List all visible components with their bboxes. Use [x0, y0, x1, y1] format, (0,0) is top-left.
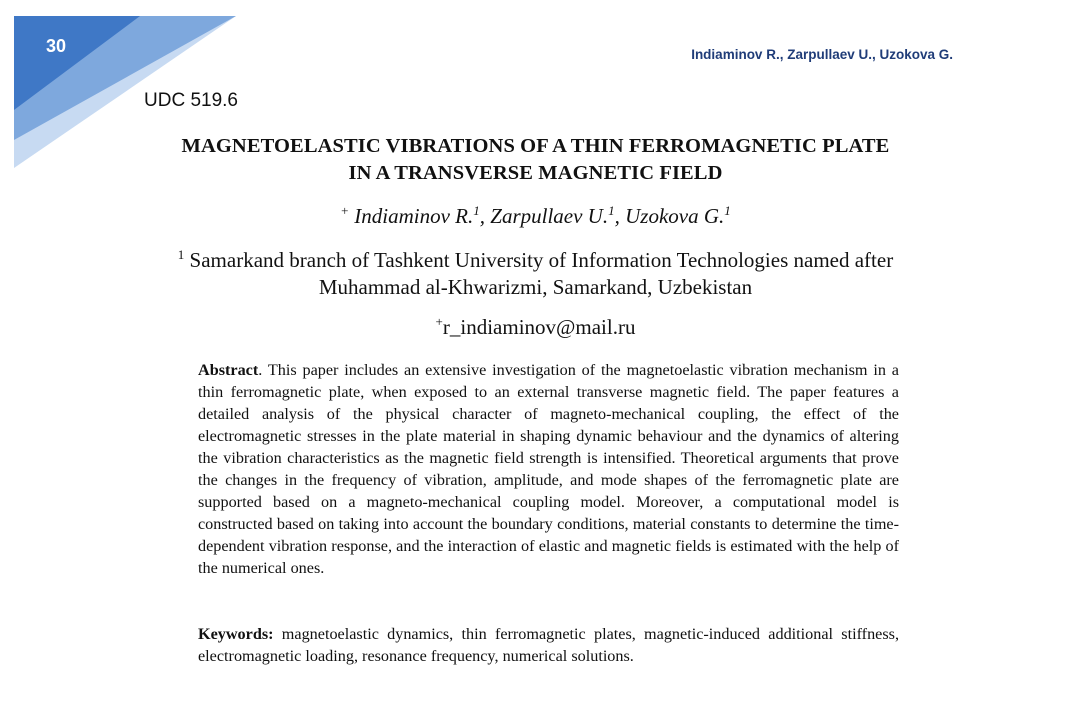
- udc-code: UDC 519.6: [144, 90, 238, 111]
- keywords-label: Keywords:: [198, 625, 274, 643]
- title-line-2: IN A TRANSVERSE MAGNETIC FIELD: [348, 162, 723, 184]
- abstract-label: Abstract: [198, 361, 259, 379]
- email-address: r_indiaminov@mail.ru: [442, 315, 636, 339]
- affiliation: [0, 247, 1071, 301]
- affiliation-text-1: Samarkand branch of Tashkent University of Information Technologies named after: [189, 248, 894, 272]
- author-affiliation-sup: 1: [724, 203, 731, 218]
- title-line-1: MAGNETOELASTIC VIBRATIONS OF A THIN FERROMAGNETIC PLATE: [181, 135, 890, 157]
- affiliation-line-1: [0, 247, 1071, 274]
- author-affiliation-sup: 1: [608, 203, 615, 218]
- abstract-text: . This paper includes an extensive investigation of the magnetoelastic vibration mechanism in a thin ferromagnetic plate, when exposed to an external transverse magnetic field. The paper features a detailed analysis of the physical character of magneto-mechanical coupling, the effect of the electromagnetic stresses in the plate material in shaping dynamic behaviour and the dynamics of altering the vibration characteristics as the magnetic field strength is intensified. Theoretical arguments that prove the changes in the frequency of vibration, amplitude, and mode shapes of the ferromagnetic plate are supported based on a magneto-mechanical coupling model. Moreover, a computational model is constructed based on taking into account the boundary conditions, material constants to determine the time-dependent vibration response, and the interaction of elastic and magnetic fields is estimated with the help of the numerical ones.: [198, 361, 899, 577]
- running-header-authors: Indiaminov R., Zarpullaev U., Uzokova G.: [691, 47, 953, 62]
- paper-title: [0, 133, 1071, 187]
- abstract: [198, 359, 899, 579]
- author-separator: ,: [614, 204, 626, 228]
- email-marker: +: [435, 314, 443, 329]
- author-affiliation-sup: 1: [473, 203, 480, 218]
- author-separator: ,: [479, 204, 491, 228]
- page-number: 30: [46, 36, 67, 56]
- affiliation-line-2: Muhammad al-Khwarizmi, Samarkand, Uzbekistan: [318, 275, 753, 299]
- contact-email: [0, 315, 1071, 340]
- author-list: [0, 204, 1071, 229]
- affiliation-sup: 1: [177, 247, 185, 262]
- author-name: Uzokova G.: [625, 204, 725, 228]
- corresponding-marker: +: [340, 203, 350, 218]
- author-name: Zarpullaev U.: [490, 204, 609, 228]
- keywords: [198, 623, 899, 667]
- author-name: Indiaminov R.: [354, 204, 474, 228]
- keywords-text: magnetoelastic dynamics, thin ferromagnetic plates, magnetic-induced additional stiffness, electromagnetic loading, resonance frequency, numerical solutions.: [198, 625, 899, 665]
